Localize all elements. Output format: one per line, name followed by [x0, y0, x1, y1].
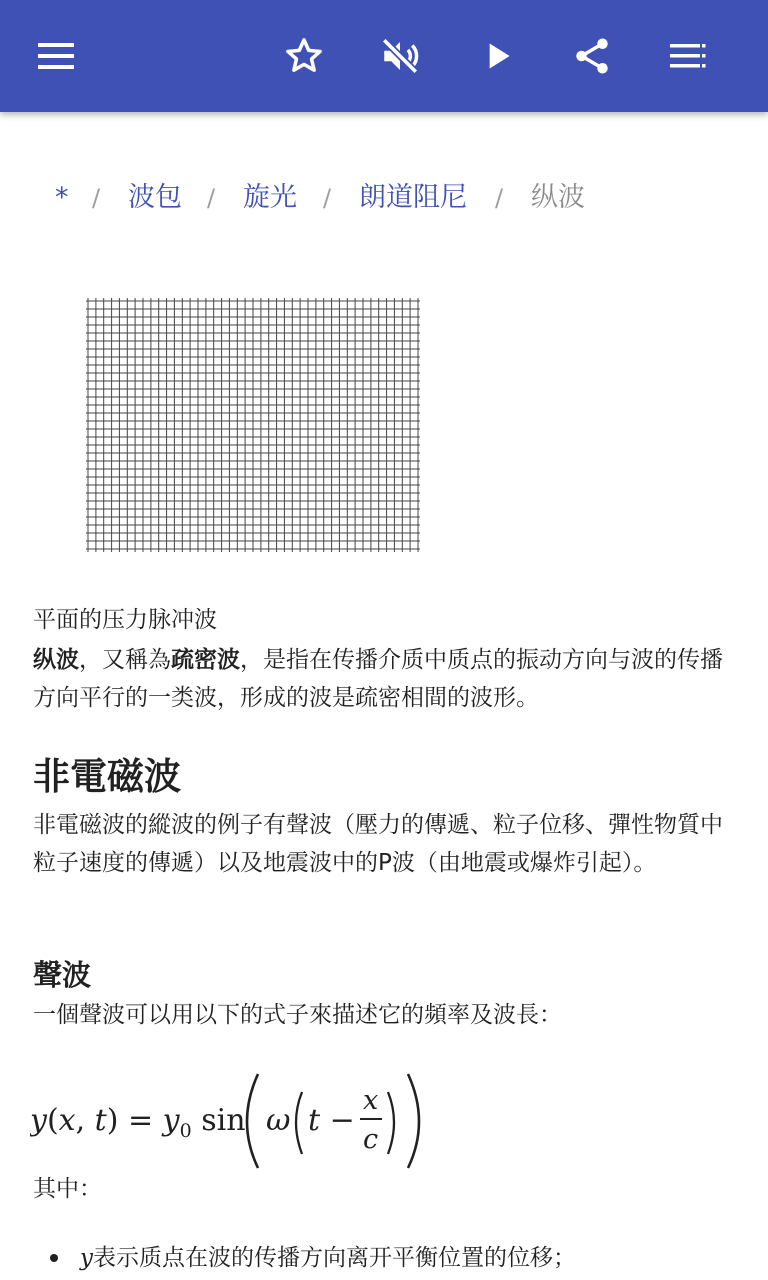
section-text-sound: 一個聲波可以用以下的式子來描述它的頻率及波長：	[33, 1002, 562, 1028]
svg-text:ω: ω	[266, 1103, 291, 1138]
formula-math	[30, 1060, 470, 1180]
svg-text:t −: t −	[308, 1103, 355, 1138]
svg-text:c: c	[363, 1124, 379, 1155]
where-label: 其中：	[33, 1176, 102, 1202]
app-bar	[0, 0, 768, 112]
volume-off-icon[interactable]	[372, 28, 428, 84]
breadcrumb-root[interactable]: *	[55, 182, 69, 213]
breadcrumb-separator: /	[495, 184, 504, 212]
playlist-icon[interactable]	[660, 28, 716, 84]
intro-text-1: ，又稱為	[79, 647, 171, 673]
breadcrumb-item-landau-damping[interactable]: 朗道阻尼	[359, 182, 467, 213]
hamburger-menu-icon[interactable]	[28, 28, 84, 84]
figure-caption: 平面的压力脉冲波	[33, 607, 217, 633]
section-heading-sound: 聲波	[33, 958, 92, 992]
breadcrumb-separator: /	[92, 184, 101, 212]
breadcrumb-separator: /	[207, 184, 216, 212]
play-icon[interactable]	[470, 28, 526, 84]
svg-text:y(x, t) = y0 sin: y(x, $t) = y_0$ sin	[30, 1103, 246, 1142]
bullet-dot	[50, 1254, 58, 1262]
intro-text-2: ，是指在传播介质中质点的振动方向与波的传播方向平行的一类波，形成的波是疏密相間的波形。	[33, 647, 723, 711]
share-icon[interactable]	[564, 28, 620, 84]
wave-grid-figure[interactable]	[86, 298, 420, 556]
breadcrumb-current: 纵波	[531, 182, 585, 213]
term-bold: 纵波	[33, 647, 79, 673]
section-heading-non-em: 非電磁波	[33, 755, 181, 798]
intro-paragraph	[33, 641, 743, 717]
wave-formula	[30, 1060, 470, 1180]
star-outline-icon[interactable]	[276, 28, 332, 84]
breadcrumb-item-wave-packet[interactable]: 波包	[128, 182, 182, 213]
svg-text:x: x	[363, 1085, 379, 1116]
breadcrumb-separator: /	[323, 184, 332, 212]
breadcrumb	[55, 178, 748, 218]
list-item-text	[80, 1239, 576, 1277]
pressure-grid-image	[86, 298, 420, 552]
variable-description: 表示质点在波的传播方向离开平衡位置的位移；	[93, 1245, 576, 1271]
variable-y: y	[80, 1245, 93, 1271]
alias-bold: 疏密波	[171, 647, 240, 673]
breadcrumb-item-optical-rotation[interactable]: 旋光	[243, 182, 297, 213]
section-text-non-em: 非電磁波的縱波的例子有聲波（壓力的傳遞、粒子位移、彈性物質中粒子速度的傳遞）以及地震波中的P波（由地震或爆炸引起）。	[33, 812, 723, 876]
